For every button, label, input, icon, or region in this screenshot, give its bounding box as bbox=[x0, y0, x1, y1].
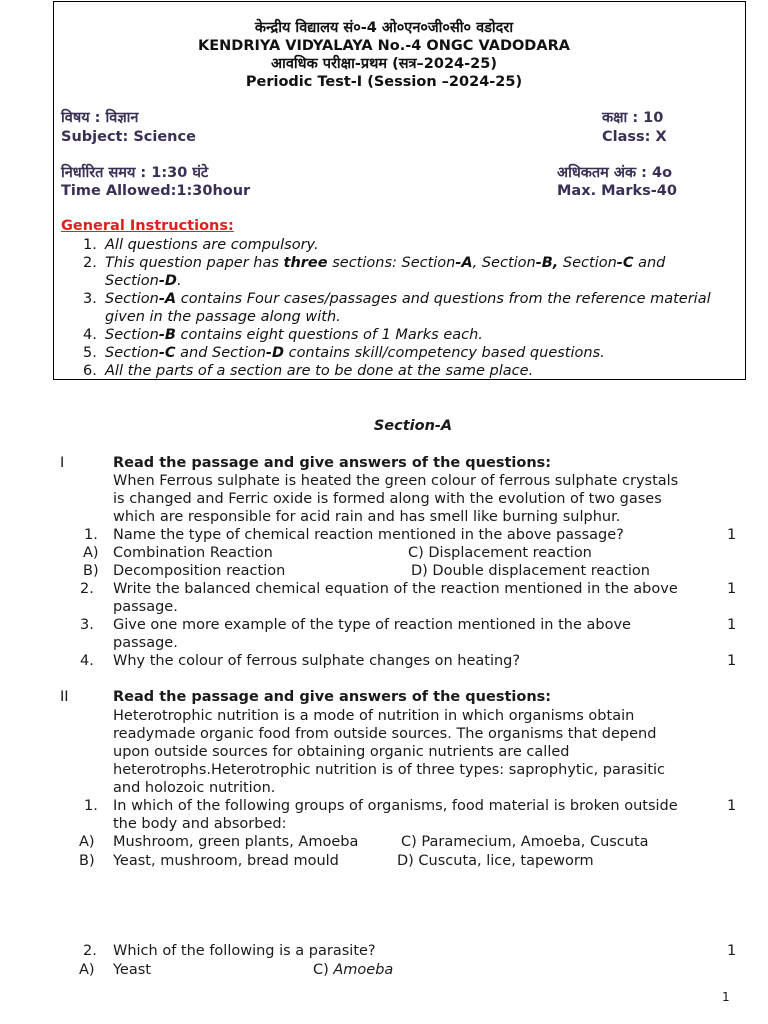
q1-sub4-text: Why the colour of ferrous sulphate changes on heating? bbox=[113, 653, 521, 669]
instruction-6 bbox=[83, 362, 533, 380]
instruction-text: Section-C and Section-D contains skill/competency based questions. bbox=[105, 345, 605, 361]
instruction-number: 4. bbox=[83, 327, 97, 343]
q1-option-d: D) Double displacement reaction bbox=[411, 563, 650, 579]
instruction-text: All the parts of a section are to be done at the same place. bbox=[105, 363, 534, 379]
hindi-school-name: केन्द्रीय विद्यालय सं०-4 ओ०एन०जी०सी० वडोदरा bbox=[254, 20, 514, 36]
q1-sub1-text: Name the type of chemical reaction mentioned in the above passage? bbox=[113, 527, 624, 543]
test-name: Periodic Test-I (Session –2024-25) bbox=[245, 74, 523, 90]
q2-sub2-option-a: Yeast bbox=[113, 962, 151, 978]
q2-sub1-line: the body and absorbed: bbox=[113, 816, 287, 832]
q1-option-c: C) Displacement reaction bbox=[408, 545, 592, 561]
instruction-text: All questions are compulsory. bbox=[105, 237, 319, 253]
subject: Subject: Science bbox=[61, 129, 196, 145]
question-1-passage-line: When Ferrous sulphate is heated the green colour of ferrous sulphate crystals bbox=[113, 473, 679, 489]
q2-option-c: C) Paramecium, Amoeba, Cuscuta bbox=[401, 834, 649, 850]
page-number: 1 bbox=[722, 990, 730, 1004]
q2-sub2-text: Which of the following is a parasite? bbox=[113, 943, 376, 959]
q1-sub1-mark: 1 bbox=[727, 527, 737, 543]
q1-sub3-line: Give one more example of the type of reaction mentioned in the above bbox=[113, 617, 631, 633]
option-label: C) bbox=[313, 962, 334, 978]
option-text: Amoeba bbox=[333, 962, 394, 978]
q2-sub1-number: 1. bbox=[84, 798, 98, 814]
q1-option-b: Decomposition reaction bbox=[113, 563, 286, 579]
q2-sub2-mark: 1 bbox=[727, 943, 737, 959]
q1-sub2-number: 2. bbox=[80, 581, 94, 597]
q1-option-a-label: A) bbox=[83, 545, 99, 561]
instruction-number: 6. bbox=[83, 363, 97, 379]
q2-option-b-label: B) bbox=[79, 853, 95, 869]
hindi-test-name: आवधिक परीक्षा-प्रथम (सत्र–2024-25) bbox=[271, 56, 497, 72]
instruction-1 bbox=[83, 236, 319, 254]
instruction-4 bbox=[83, 326, 483, 344]
q1-sub3-number: 3. bbox=[80, 617, 94, 633]
instruction-3 bbox=[83, 290, 711, 308]
q2-option-a: Mushroom, green plants, Amoeba bbox=[113, 834, 359, 850]
max-marks: Max. Marks-40 bbox=[557, 183, 677, 199]
question-2-number: II bbox=[60, 689, 69, 705]
instruction-number: 5. bbox=[83, 345, 97, 361]
hindi-class: कक्षा : 10 bbox=[602, 110, 664, 126]
q1-sub1-number: 1. bbox=[84, 527, 98, 543]
q2-option-b: Yeast, mushroom, bread mould bbox=[113, 853, 339, 869]
instruction-number: 1. bbox=[83, 237, 97, 253]
instruction-2-cont: Section-D. bbox=[105, 273, 182, 289]
instruction-3-cont: given in the passage along with. bbox=[105, 309, 341, 325]
q2-sub2-option-c bbox=[313, 961, 393, 979]
hindi-max-marks: अधिकतम अंक : 4o bbox=[557, 165, 673, 181]
hindi-time-allowed: निर्धारित समय : 1:30 घंटे bbox=[61, 165, 209, 181]
q2-sub1-mark: 1 bbox=[727, 798, 737, 814]
q2-sub1-line: In which of the following groups of organisms, food material is broken outside bbox=[113, 798, 678, 814]
time-allowed: Time Allowed:1:30hour bbox=[61, 183, 251, 199]
instruction-text: Section-B contains eight questions of 1 Marks each. bbox=[105, 327, 483, 343]
q1-sub2-line: passage. bbox=[113, 599, 178, 615]
question-2-passage-line: readymade organic food from outside sources. The organisms that depend bbox=[113, 726, 657, 742]
instruction-text: Section-A contains Four cases/passages and questions from the reference material bbox=[105, 291, 711, 307]
q1-sub2-mark: 1 bbox=[727, 581, 737, 597]
q1-sub2-line: Write the balanced chemical equation of the reaction mentioned in the above bbox=[113, 581, 678, 597]
question-1-heading: Read the passage and give answers of the questions: bbox=[113, 455, 552, 471]
q1-sub3-mark: 1 bbox=[727, 617, 737, 633]
q2-option-d: D) Cuscuta, lice, tapeworm bbox=[397, 853, 594, 869]
q2-sub2-number: 2. bbox=[83, 943, 97, 959]
instruction-5 bbox=[83, 344, 605, 362]
q2-option-a-label: A) bbox=[79, 834, 95, 850]
question-2-passage-line: upon outside sources for obtaining organic nutrients are called bbox=[113, 744, 570, 760]
instruction-text: This question paper has three sections: Section-A, Section-B, Section-C and bbox=[105, 255, 666, 271]
class: Class: X bbox=[602, 129, 667, 145]
q1-option-a: Combination Reaction bbox=[113, 545, 273, 561]
instruction-number: 3. bbox=[83, 291, 97, 307]
question-2-passage-line: Heterotrophic nutrition is a mode of nutrition in which organisms obtain bbox=[113, 708, 635, 724]
school-name: KENDRIYA VIDYALAYA No.-4 ONGC VADODARA bbox=[198, 38, 570, 54]
instruction-2 bbox=[83, 254, 665, 272]
instruction-number: 2. bbox=[83, 255, 97, 271]
question-1-number: I bbox=[60, 455, 65, 471]
question-1-passage-line: is changed and Ferric oxide is formed along with the evolution of two gases bbox=[113, 491, 662, 507]
q1-sub4-number: 4. bbox=[80, 653, 94, 669]
q1-sub4-mark: 1 bbox=[727, 653, 737, 669]
q1-sub3-line: passage. bbox=[113, 635, 178, 651]
general-instructions-title: General Instructions: bbox=[61, 218, 234, 234]
q2-sub2-option-a-label: A) bbox=[79, 962, 95, 978]
hindi-subject: विषय : विज्ञान bbox=[61, 110, 139, 126]
question-1-passage-line: which are responsible for acid rain and has smell like burning sulphur. bbox=[113, 509, 621, 525]
q1-option-b-label: B) bbox=[83, 563, 99, 579]
section-a-title: Section-A bbox=[373, 418, 453, 434]
question-2-passage-line: and holozoic nutrition. bbox=[113, 780, 276, 796]
question-2-passage-line: heterotrophs.Heterotrophic nutrition is of three types: saprophytic, parasitic bbox=[113, 762, 666, 778]
question-2-heading: Read the passage and give answers of the questions: bbox=[113, 689, 552, 705]
